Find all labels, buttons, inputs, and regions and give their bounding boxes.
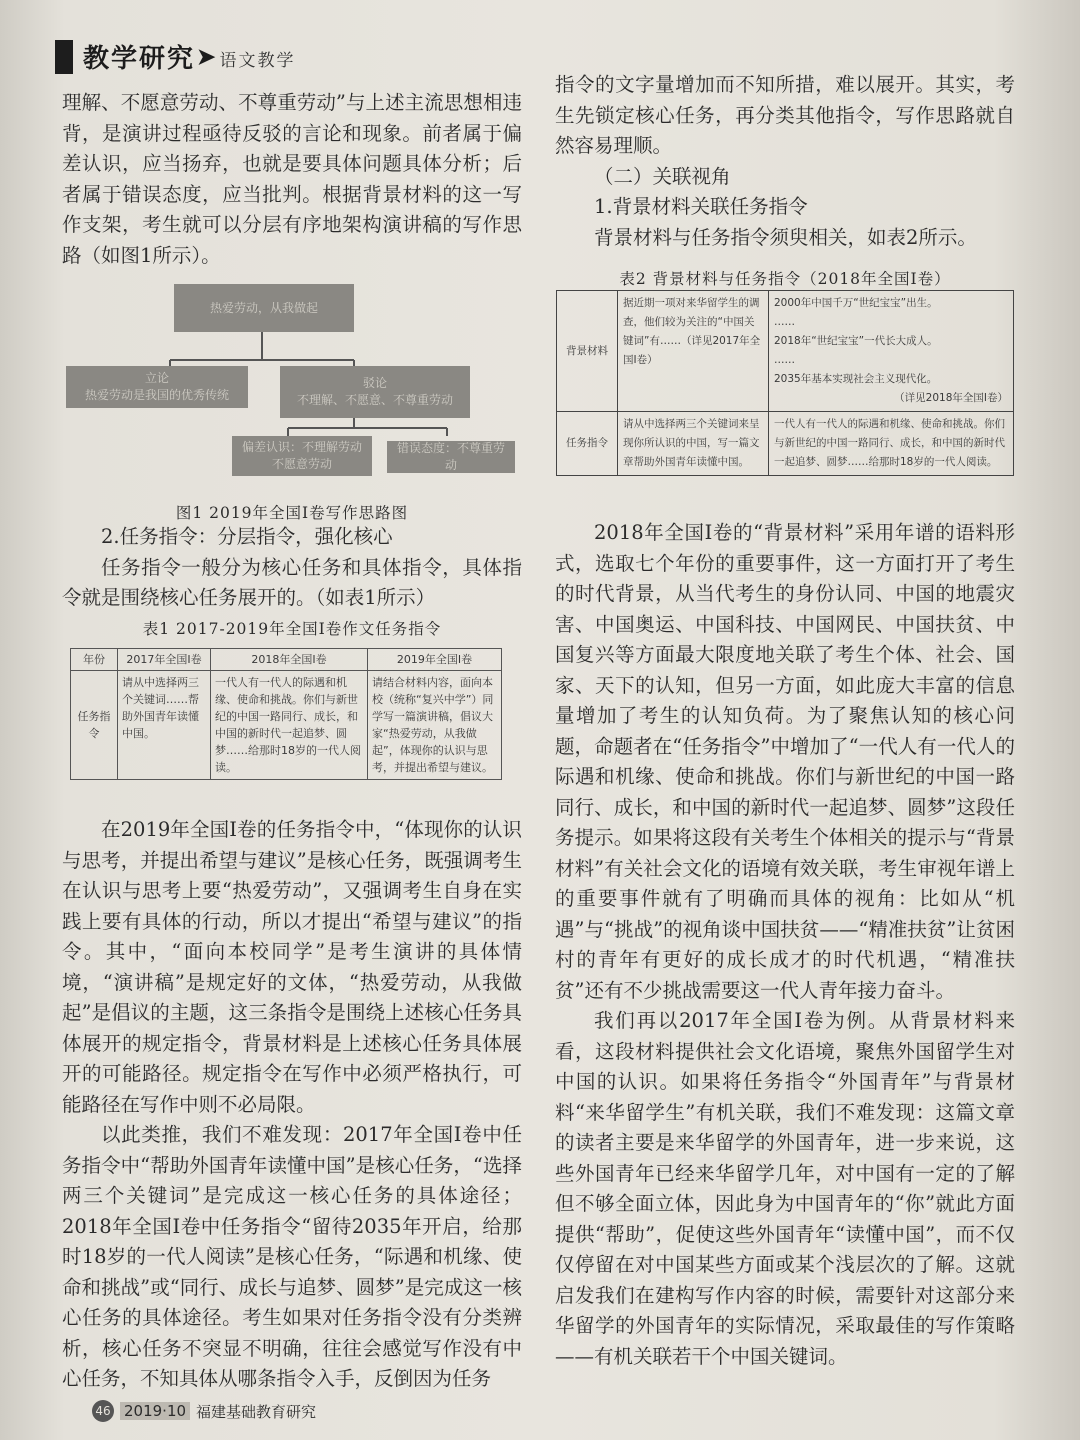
table-cell: [769, 291, 1014, 412]
figure-1-caption: 图1 2019年全国Ⅰ卷写作思路图: [175, 504, 409, 522]
table-1: [70, 648, 502, 780]
node-theme: 热爱劳动，从我做起: [174, 284, 354, 332]
paragraph: 指令的文字量增加而不知所措，难以展开。其实，考生先锁定核心任务，再分类其他指令，写作思路就自然容易理顺。: [555, 73, 1015, 157]
page-footer: [92, 1400, 316, 1422]
table-cell: 请结合材料内容，面向本校（统称“复兴中学”）同学写一篇演讲稿，倡议大家“热爱劳动，从我做起”，体现你的认识与思考，并提出希望与建议。: [368, 671, 502, 780]
paragraph: 以此类推，我们不难发现：2017年全国Ⅰ卷中任务指令中“帮助外国青年读懂中国”是核心任务，“选择两三个关键词”是完成这一核心任务的具体途径；2018年全国Ⅰ卷中任务指令“留待2035年开启，给那时18岁的一代人阅读”是核心任务，“际遇和机缘、使命和挑战”或“同行、成长与追梦、圆梦”是完成这一核心任务的具体途径。考生如果对任务指令没有分类辨析，核心任务不突显不明确，往往会感觉写作没有中心任务，不知具体从哪条指令入手，反倒因为任务: [62, 1123, 522, 1390]
page-number: 46: [92, 1400, 114, 1422]
subsection-heading: 1.背景材料关联任务指令: [594, 195, 808, 218]
table-header-cell: 2017年全国Ⅰ卷: [118, 649, 211, 671]
subsection-title: 语文教学: [219, 51, 296, 71]
paragraph: 任务指令一般分为核心任务和具体指令，具体指令就是围绕核心任务展开的。（如表1所示）: [62, 555, 522, 609]
table-row: [557, 412, 1014, 476]
left-column-intro: [62, 88, 522, 271]
node-misunderstanding: 偏差认识：不理解劳动 不愿意劳动: [232, 436, 372, 476]
paragraph: 我们再以2017年全国Ⅰ卷为例。从背景材料来看，这段材料提供社会文化语境，聚焦外国留学生对中国的认识。如果将任务指令“外国青年”与背景材料“来华留学生”有机关联，我们不难发现：这篇文章的读者主要是来华留学的外国青年，进一步来说，这些外国青年已经来华留学几年，对中国有一定的了解但不够全面立体，因此身为中国青年的“你”就此方面提供“帮助”，促使这些外国青年“读懂中国”，而不仅仅停留在对中国某些方面或某个浅层次的了解。这就启发我们在建构写作内容的时候，需要针对这部分来华留学的外国青年的实际情况，采取最佳的写作策略——有机关联若干个中国关键词。: [555, 1009, 1015, 1368]
table-header-cell: 2019年全国Ⅰ卷: [368, 649, 502, 671]
table-1-caption: 表1 2017-2019年全国Ⅰ卷作文任务指令: [142, 620, 442, 638]
table-2: [556, 290, 1014, 476]
timeline-line: 2000年中国千万“世纪宝宝”出生。: [774, 297, 938, 309]
table-header-row: [71, 649, 502, 671]
figure-1: [62, 276, 522, 494]
timeline-line: 2018年“世纪宝宝”一代长大成人。: [774, 335, 938, 347]
node-wrong-attitude: 错误态度：不尊重劳动: [387, 441, 515, 473]
arrow-icon: ➤: [197, 43, 216, 70]
table-row: [71, 671, 502, 780]
node-argument: 立论 热爱劳动是我国的优秀传统: [66, 366, 248, 408]
section-heading: （二）关联视角: [594, 164, 731, 188]
paragraph: 理解、不愿意劳动、不尊重劳动”与上述主流思想相违背，是演讲过程亟待反驳的言论和现象。前者属于偏差认识，应当扬弃，也就是要具体问题具体分析；后者属于错误态度，应当批判。根据背景材料的这一写作支架，考生就可以分层有序地架构演讲稿的写作思路（如图1所示）。: [62, 91, 522, 267]
table-header-cell: 2018年全国Ⅰ卷: [211, 649, 368, 671]
section-title: 教学研究: [83, 44, 196, 74]
table-row: [557, 291, 1014, 412]
table-cell: 一代人有一代人的际遇和机缘、使命和挑战。你们与新世纪的中国一路同行、成长，和中国的新时代一起追梦、圆梦……给那时18岁的一代人阅读。: [211, 671, 368, 780]
paragraph: 2018年全国Ⅰ卷的“背景材料”采用年谱的语料形式，选取七个年份的重要事件，这一方面打开了考生的时代背景，从当代考生的身份认同、中国的地震灾害、中国奥运、中国科技、中国网民、中国扶贫、中国复兴等方面最大限度地关联了考生个体、社会、国家、天下的认知，但另一方面，如此庞大丰富的信息量增加了考生的认知负荷。为了聚焦认知的核心问题，命题者在“任务指令”中增加了“一代人有一代人的际遇和机缘、使命和挑战。你们与新世纪的中国一路同行、成长，和中国的新时代一起追梦、圆梦”这段任务提示。如果将这段有关考生个体相关的提示与“背景材料”有关社会文化的语境有效关联，考生审视年谱上的重要事件就有了明确而具体的视角：比如从“机遇”与“挑战”的视角谈中国扶贫——“精准扶贫”让贫困村的青年有更好的成长成才的时代机遇，“精准扶贫”还有不少挑战需要这一代人青年接力奋斗。: [555, 521, 1015, 1002]
table-cell: 据近期一项对来华留学生的调查，他们较为关注的“中国关键词”有……（详见2017年全国Ⅰ卷）: [618, 291, 769, 412]
issue-date: 2019·10: [120, 1402, 190, 1420]
section-heading: 2.任务指令：分层指令，强化核心: [101, 525, 393, 548]
table-cell: 一代人有一代人的际遇和机缘、使命和挑战。你们与新世纪的中国一路同行、成长，和中国的新时代一起追梦、圆梦……给那时18岁的一代人阅读。: [769, 412, 1014, 476]
page-header: [55, 38, 295, 75]
left-section-2: [62, 522, 522, 614]
timeline-line: 2035年基本实现社会主义现代化。: [774, 373, 938, 385]
node-rebuttal: 驳论 不理解、不愿意、不尊重劳动: [280, 366, 470, 418]
timeline-line: ……: [774, 354, 795, 366]
paragraph: 背景材料与任务指令须臾相关，如表2所示。: [594, 225, 977, 249]
row-label: 任务指令: [71, 671, 118, 780]
row-label: 任务指令: [557, 412, 618, 476]
paragraph: 在2019年全国Ⅰ卷的任务指令中，“体现你的认识与思考，并提出希望与建议”是核心任务，既强调考生在认识与思考上要“热爱劳动”，又强调考生自身在实践上要有具体的行动，所以才提出“希望与建议”的指令。其中，“面向本校同学”是考生演讲的具体情境，“演讲稿”是规定好的文体，“热爱劳动，从我做起”是倡议的主题，这三条指令是围绕上述核心任务具体展开的规定指令，背景材料是上述核心任务具体展开的可能路径。规定指令在写作中必须严格执行，可能路径在写作中则不必局限。: [62, 818, 522, 1116]
table-cell: 请从中选择两三个关键词……帮助外国青年读懂中国。: [118, 671, 211, 780]
journal-name: 福建基础教育研究: [196, 1402, 317, 1421]
left-column-body: [62, 815, 522, 1395]
header-block-mark: [55, 40, 73, 74]
right-column-intro: [555, 70, 1015, 253]
row-label: 背景材料: [557, 291, 618, 412]
timeline-line: ……: [774, 316, 795, 328]
right-column-body: [555, 518, 1015, 1372]
table-header-cell: 年份: [71, 649, 118, 671]
table-2-caption: 表2 背景材料与任务指令（2018年全国Ⅰ卷）: [619, 270, 951, 288]
timeline-line: （详见2018年全国Ⅰ卷）: [894, 392, 1008, 404]
table-cell: 请从中选择两三个关键词来呈现你所认识的中国，写一篇文章帮助外国青年读懂中国。: [618, 412, 769, 476]
